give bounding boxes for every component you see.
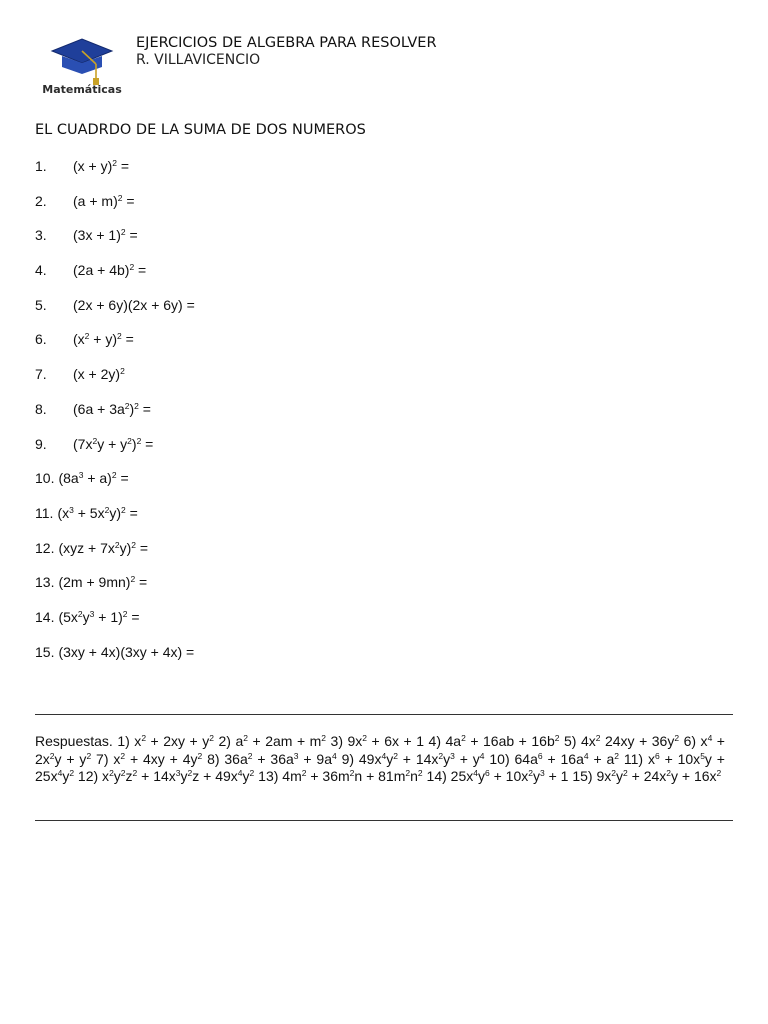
exercise-item (35, 157, 735, 192)
exercise-number: 12. (35, 539, 55, 556)
divider-top (35, 714, 733, 715)
divider-bottom (35, 820, 733, 821)
document-author: R. VILLAVICENCIO (136, 52, 261, 68)
exercise-number: 14. (35, 608, 55, 625)
exercise-item (35, 330, 735, 365)
exercise-item (35, 608, 735, 643)
exercise-number: 15. (35, 643, 55, 660)
exercise-number: 4. (35, 262, 47, 279)
exercise-expression: $(x + y)^2$ = (73, 158, 130, 174)
document-header (136, 35, 437, 68)
exercise-expression: $(xyz + 7x^2y)^2$ = (58, 539, 149, 556)
exercise-item (35, 296, 735, 331)
exercise-item (35, 539, 735, 574)
exercise-number: 10. (35, 470, 55, 487)
exercise-item (35, 435, 735, 470)
answers-paragraph: Respuestas. 1) $x^2 + 2xy + y^2$ 2) $a^2 + 2am + m^2$ 3) $9x^2 + 6x + 1$ 4) $4a^2 + 16ab + 16b^2$ 5) $4x^2$ $24xy + 36y^2$ 6) $x^4 + 2x^2y + y^2$ 7) $x^2 + 4xy + 4y^2$ 8) $36a^2 + 36a^3 + 9a^4$ 9) $49x^4y^2 + 14x^2y^3 + y^4$ 10) $64a^6 + 16a^4 + a^2$ 11) $x^6 + 10x^5y + 25x^4y^2$ 12) $x^2y^2z^2 + 14x^3y^2z + 49x^4y^2$ 13) $4m^2 + 36m^2n + 81m^2n^2$ 14) $25x^4y^6 + 10x^2y^3 + 1$ 15) $9x^2y^2 + 24x^2y + 16x^2$ (35, 733, 725, 784)
exercise-item (35, 643, 735, 678)
document-title: EJERCICIOS DE ALGEBRA PARA RESOLVER (136, 35, 437, 51)
exercise-number: 8. (35, 400, 47, 417)
exercise-number: 7. (35, 366, 47, 383)
logo (42, 34, 124, 100)
exercise-expression: $(7x^2y + y^2)^2$ = (73, 435, 154, 452)
exercise-expression: $(x + 2y)^2$ (73, 366, 125, 383)
exercise-number: 13. (35, 574, 55, 591)
exercise-item (35, 573, 735, 608)
exercise-expression: $(5x^2y^3 + 1)^2$ = (58, 608, 140, 625)
exercise-expression: $(3x + 1)^2$ = (73, 227, 138, 244)
exercise-item (35, 504, 735, 539)
exercise-expression: $(8a^3 + a)^2$ = (58, 470, 129, 487)
exercise-expression: $(x^2 + y)^2$ = (73, 331, 134, 348)
exercise-item (35, 400, 735, 435)
exercise-item (35, 261, 735, 296)
exercise-number: 2. (35, 192, 47, 209)
section-title: EL CUADRDO DE LA SUMA DE DOS NUMEROS (35, 122, 366, 138)
exercise-number: 1. (35, 158, 47, 174)
exercise-expression: (2x + 6y)(2x + 6y) = (73, 296, 195, 313)
exercise-item (35, 226, 735, 261)
exercise-expression: $(a + m)^2$ = (73, 192, 135, 209)
exercise-number: 11. (35, 504, 54, 521)
exercise-item (35, 469, 735, 504)
exercise-expression: $(x^3 + 5x^2y)^2$ = (57, 504, 138, 521)
logo-caption: Matemáticas (42, 83, 122, 96)
exercise-number: 6. (35, 331, 47, 348)
exercise-number: 9. (35, 435, 47, 452)
exercise-expression: (3xy + 4x)(3xy + 4x) = (58, 643, 195, 660)
exercise-list (35, 157, 735, 677)
exercise-expression: $(6a + 3a^2)^2$ = (73, 400, 151, 417)
exercise-number: 5. (35, 296, 47, 313)
graduation-cap-icon (48, 34, 114, 86)
exercise-item (35, 365, 735, 400)
exercise-item (35, 192, 735, 227)
exercise-expression: $(2a + 4b)^2$ = (73, 262, 147, 279)
exercise-number: 3. (35, 227, 47, 244)
exercise-expression: $(2m + 9mn)^2$ = (58, 574, 148, 591)
